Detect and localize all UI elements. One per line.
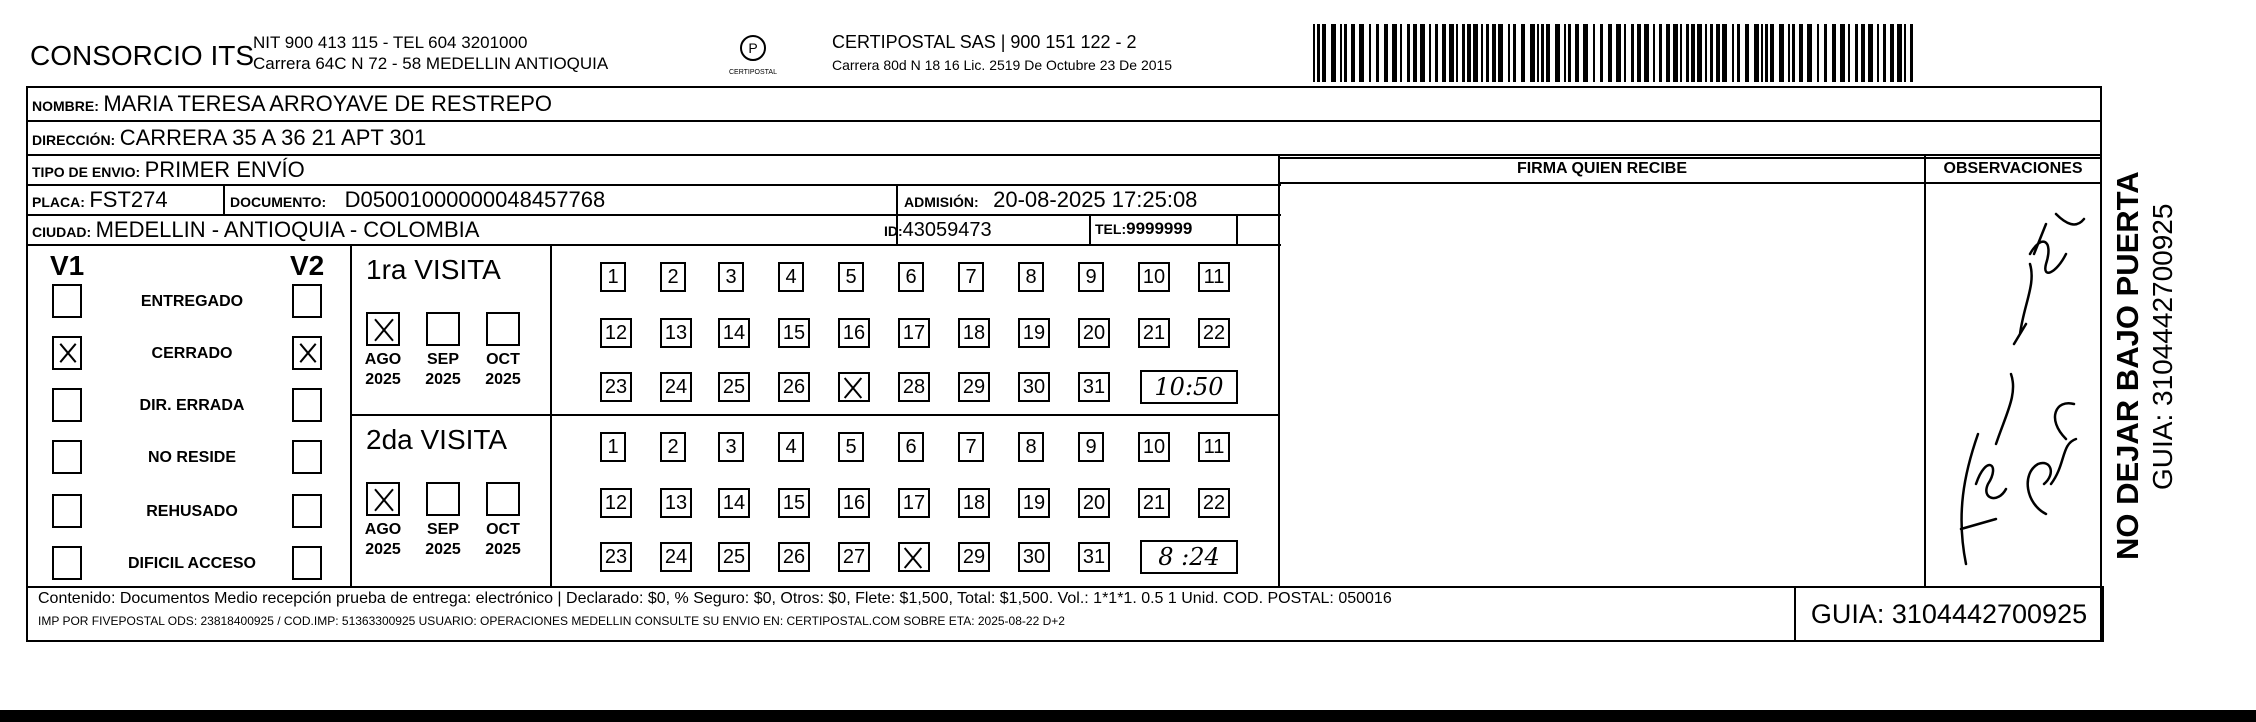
barcode-bar	[1492, 24, 1496, 82]
barcode-bar	[1824, 24, 1827, 82]
barcode-bar	[1400, 24, 1402, 82]
day-box[interactable]: 30	[1018, 542, 1050, 572]
month-year: 2025	[425, 541, 461, 558]
status-label: DIR. ERRADA	[139, 397, 245, 414]
barcode-bar	[1413, 24, 1417, 82]
day-box[interactable]: 6	[898, 432, 924, 462]
v2-label: V2	[290, 250, 325, 281]
barcode-bar	[1369, 24, 1371, 82]
v1-checkbox[interactable]	[52, 388, 82, 422]
day-box[interactable]: 25	[718, 372, 750, 402]
day-box[interactable]: 10	[1138, 432, 1170, 462]
month-label	[358, 350, 408, 390]
barcode-bar	[1770, 24, 1774, 82]
guia-number: GUIA: 3104442700925	[1794, 586, 2104, 642]
barcode-bar	[1890, 24, 1894, 82]
barcode-bar	[1546, 24, 1550, 82]
barcode-bar	[1616, 24, 1621, 82]
barcode-bar	[1462, 24, 1465, 82]
direccion-label: DIRECCIÓN:	[32, 132, 116, 148]
barcode-bar	[1877, 24, 1879, 82]
barcode-bar	[1467, 24, 1471, 82]
barcode-bar	[1897, 24, 1902, 82]
v2-checkbox[interactable]	[292, 494, 322, 528]
company-info	[253, 32, 683, 74]
ciudad-label: CIUDAD:	[32, 224, 92, 240]
barcode	[1313, 24, 1913, 82]
day-box[interactable]: 26	[778, 372, 810, 402]
day-box[interactable]: 2	[660, 262, 686, 292]
day-box[interactable]: 21	[1138, 488, 1170, 518]
day-box[interactable]: 5	[838, 262, 864, 292]
v1-checkbox[interactable]	[52, 440, 82, 474]
svg-text:P: P	[748, 40, 758, 56]
day-box[interactable]: 28	[898, 372, 930, 402]
address-line: Carrera 64C N 72 - 58 MEDELLIN ANTIOQUIA	[253, 54, 609, 73]
month-name: OCT	[486, 521, 520, 538]
barcode-bar	[1779, 24, 1784, 82]
v2-checkbox[interactable]	[292, 388, 322, 422]
day-box[interactable]: 12	[600, 318, 632, 348]
divider	[350, 414, 1280, 416]
company-name: CONSORCIO ITS	[30, 40, 255, 71]
firma-heading: FIRMA QUIEN RECIBE	[1516, 160, 1688, 177]
day-box[interactable]: 27	[838, 542, 870, 572]
barcode-bar	[1624, 24, 1626, 82]
divider	[26, 184, 1281, 186]
v1-label: V1	[50, 250, 85, 281]
status-label: ENTREGADO	[140, 293, 244, 310]
day-box[interactable]: 12	[600, 488, 632, 518]
day-box[interactable]: 4	[778, 262, 804, 292]
footer-print-info: IMP POR FIVEPOSTAL ODS: 23818400925 / COD.IMP: 51363300925 USUARIO: OPERACIONES MEDELLIN CONSULTE SU ENVIO EN: CERTIPOSTAL.COM SOBRE ETA: 2025-08-22 D+2	[38, 614, 1065, 628]
day-box[interactable]: 26	[778, 542, 810, 572]
barcode-bar	[1807, 24, 1812, 82]
month-checkbox[interactable]	[366, 482, 400, 516]
day-box[interactable]: 11	[1198, 432, 1230, 462]
day-box[interactable]: 7	[958, 432, 984, 462]
observaciones-heading: OBSERVACIONES	[1943, 160, 2083, 177]
barcode-bar	[1331, 24, 1336, 82]
barcode-bar	[1340, 24, 1342, 82]
divider	[1236, 214, 1238, 244]
barcode-bar	[1666, 24, 1670, 82]
barcode-bar	[1317, 24, 1320, 82]
day-box[interactable]: 2	[660, 432, 686, 462]
barcode-bar	[1555, 24, 1560, 82]
day-box[interactable]: 18	[958, 488, 990, 518]
barcode-bar	[1508, 24, 1510, 82]
ciudad-row	[32, 217, 479, 243]
day-box[interactable]: 5	[838, 432, 864, 462]
barcode-bar	[1359, 24, 1364, 82]
barcode-bar	[1537, 24, 1539, 82]
day-box[interactable]: 18	[958, 318, 990, 348]
barcode-bar	[1392, 24, 1397, 82]
tipo-value: PRIMER ENVÍO	[144, 157, 305, 182]
id-row	[884, 219, 992, 242]
barcode-bar	[1481, 24, 1483, 82]
day-box[interactable]: 3	[718, 432, 744, 462]
v2-checkbox[interactable]	[292, 546, 322, 580]
certipostal-logo	[723, 30, 783, 80]
month-name: SEP	[426, 521, 459, 538]
admision-row	[904, 187, 1197, 213]
divider	[550, 244, 552, 586]
barcode-bar	[1313, 24, 1315, 82]
status-label: NO RESIDE	[147, 449, 236, 466]
id-label: ID:	[884, 223, 903, 239]
barcode-bar	[1848, 24, 1850, 82]
barcode-bar	[1486, 24, 1489, 82]
documento-row	[230, 187, 605, 213]
side-guia: GUIA: 3104442700925	[2147, 203, 2178, 490]
barcode-bar	[1861, 24, 1865, 82]
barcode-bar	[1788, 24, 1790, 82]
documento-label: DOCUMENTO:	[230, 194, 327, 210]
tipo-label: TIPO DE ENVIO:	[32, 164, 141, 180]
day-box[interactable]: 24	[660, 372, 692, 402]
day-box[interactable]: 17	[898, 318, 930, 348]
barcode-bar	[1449, 24, 1454, 82]
barcode-bar	[1722, 24, 1727, 82]
day-box[interactable]: 13	[660, 488, 692, 518]
day-box[interactable]: 29	[958, 542, 990, 572]
v1-checkbox[interactable]	[52, 336, 82, 370]
certipostal-info	[832, 32, 1252, 73]
barcode-bar	[1761, 24, 1763, 82]
day-box[interactable]: 24	[660, 542, 692, 572]
barcode-bar	[1716, 24, 1720, 82]
nombre-label: NOMBRE:	[32, 98, 99, 114]
day-box[interactable]: 8	[1018, 262, 1044, 292]
barcode-bar	[1680, 24, 1682, 82]
day-box[interactable]: 23	[600, 542, 632, 572]
barcode-bar	[1691, 24, 1695, 82]
month-label	[418, 520, 468, 560]
certipostal-address: Carrera 80d N 18 16 Lic. 2519 De Octubre 23 De 2015	[832, 57, 1173, 73]
barcode-bar	[1351, 24, 1355, 82]
month-name: OCT	[486, 351, 520, 368]
certipostal-line: CERTIPOSTAL SAS | 900 151 122 - 2	[832, 32, 1137, 52]
v1-checkbox[interactable]	[52, 494, 82, 528]
barcode-bar	[1710, 24, 1713, 82]
barcode-bar	[1420, 24, 1425, 82]
barcode-bar	[1745, 24, 1749, 82]
barcode-bar	[1456, 24, 1458, 82]
month-name: SEP	[426, 351, 459, 368]
barcode-bar	[1564, 24, 1566, 82]
month-checkbox[interactable]	[486, 312, 520, 346]
barcode-bar	[1754, 24, 1759, 82]
month-checkbox[interactable]	[426, 312, 460, 346]
admision-label: ADMISIÓN:	[904, 194, 979, 210]
barcode-bar	[1840, 24, 1845, 82]
month-checkbox[interactable]	[426, 482, 460, 516]
barcode-bar	[1407, 24, 1410, 82]
v2-checkbox[interactable]	[292, 440, 322, 474]
barcode-bar	[1832, 24, 1836, 82]
day-box[interactable]: 20	[1078, 488, 1110, 518]
placa-label: PLACA:	[32, 194, 85, 210]
tel-row	[1095, 219, 1192, 239]
barcode-bar	[1659, 24, 1662, 82]
divider	[1278, 154, 1280, 586]
barcode-bar	[1644, 24, 1649, 82]
barcode-bar	[1513, 24, 1516, 82]
barcode-bar	[1530, 24, 1535, 82]
barcode-bar	[1732, 24, 1734, 82]
barcode-bar	[1799, 24, 1803, 82]
status-label: DIFICIL ACCESO	[127, 555, 256, 572]
day-box[interactable]: 31	[1078, 542, 1110, 572]
status-label: CERRADO	[151, 345, 233, 362]
barcode-bar	[1631, 24, 1634, 82]
day-box[interactable]: 1	[600, 432, 626, 462]
barcode-bar	[1322, 24, 1326, 82]
day-box[interactable]: 13	[660, 318, 692, 348]
id-value: 43059473	[902, 219, 992, 241]
barcode-bar	[1344, 24, 1347, 82]
month-checkbox[interactable]	[486, 482, 520, 516]
divider	[26, 244, 1281, 246]
barcode-bar	[1521, 24, 1525, 82]
placa-row	[32, 187, 168, 213]
divider	[2100, 86, 2102, 642]
day-box[interactable]: 21	[1138, 318, 1170, 348]
direccion-value: CARRERA 35 A 36 21 APT 301	[119, 125, 427, 150]
month-name: AGO	[364, 521, 402, 538]
day-box[interactable]: 9	[1078, 262, 1104, 292]
day-box[interactable]: 29	[958, 372, 990, 402]
barcode-bar	[1855, 24, 1858, 82]
barcode-bar	[1904, 24, 1906, 82]
observaciones-handwriting	[1926, 184, 2100, 584]
barcode-bar	[1498, 24, 1503, 82]
barcode-bar	[1910, 24, 1913, 82]
tipo-row	[32, 157, 305, 183]
barcode-bar	[1583, 24, 1588, 82]
day-box[interactable]: 7	[958, 262, 984, 292]
tel-value: 9999999	[1126, 219, 1193, 238]
documento-value: D05001000000048457768	[344, 187, 606, 212]
day-box[interactable]: 6	[898, 262, 924, 292]
placa-value: FST274	[89, 187, 168, 212]
day-box[interactable]: 25	[718, 542, 750, 572]
barcode-bar	[1568, 24, 1571, 82]
nombre-row	[32, 91, 552, 117]
day-box[interactable]: 3	[718, 262, 744, 292]
v2-checkbox[interactable]	[292, 336, 322, 370]
day-box[interactable]: 15	[778, 318, 810, 348]
logo-text: CERTIPOSTAL	[729, 69, 777, 76]
month-year: 2025	[425, 371, 461, 388]
divider	[26, 154, 2102, 156]
barcode-bar	[1673, 24, 1678, 82]
visit-time[interactable]: 10:50	[1140, 370, 1238, 404]
day-box[interactable]: 16	[838, 318, 870, 348]
barcode-bar	[1817, 24, 1819, 82]
logo-icon	[723, 30, 783, 80]
divider	[26, 586, 2102, 588]
barcode-bar	[1686, 24, 1689, 82]
month-label	[418, 350, 468, 390]
divider	[350, 244, 352, 586]
day-box[interactable]: 20	[1078, 318, 1110, 348]
barcode-bar	[1637, 24, 1641, 82]
day-box[interactable]	[838, 372, 870, 402]
v2-checkbox[interactable]	[292, 284, 322, 318]
direccion-row	[32, 125, 426, 151]
barcode-bar	[1765, 24, 1768, 82]
barcode-bar	[1697, 24, 1702, 82]
divider	[1278, 157, 2102, 159]
barcode-bar	[1384, 24, 1388, 82]
barcode-bar	[1541, 24, 1544, 82]
page-edge	[0, 710, 2256, 722]
day-box[interactable]: 9	[1078, 432, 1104, 462]
month-label	[478, 520, 528, 560]
visit-title: 1ra VISITA	[366, 254, 501, 285]
divider	[26, 214, 1281, 216]
nit-line: NIT 900 413 115 - TEL 604 3201000	[253, 33, 528, 52]
ciudad-value: MEDELLIN - ANTIOQUIA - COLOMBIA	[95, 217, 480, 242]
month-year: 2025	[485, 541, 521, 558]
barcode-bar	[1792, 24, 1795, 82]
barcode-bar	[1653, 24, 1655, 82]
barcode-bar	[1593, 24, 1595, 82]
barcode-bar	[1473, 24, 1478, 82]
day-box[interactable]: 30	[1018, 372, 1050, 402]
day-box[interactable]: 22	[1198, 318, 1230, 348]
status-label: REHUSADO	[146, 503, 238, 520]
barcode-bar	[1737, 24, 1740, 82]
month-year: 2025	[485, 371, 521, 388]
day-box[interactable]: 14	[718, 488, 750, 518]
month-year: 2025	[365, 371, 401, 388]
day-box[interactable]: 16	[838, 488, 870, 518]
day-box[interactable]: 22	[1198, 488, 1230, 518]
day-box[interactable]: 19	[1018, 488, 1050, 518]
nombre-value: MARIA TERESA ARROYAVE DE RESTREPO	[103, 91, 553, 116]
day-box[interactable]: 31	[1078, 372, 1110, 402]
barcode-bar	[1600, 24, 1603, 82]
day-box[interactable]: 1	[600, 262, 626, 292]
barcode-bar	[1883, 24, 1886, 82]
side-warning: NO DEJAR BAJO PUERTA	[2110, 171, 2145, 560]
day-box[interactable]	[898, 542, 930, 572]
barcode-bar	[1442, 24, 1446, 82]
barcode-bar	[1435, 24, 1438, 82]
day-box[interactable]: 4	[778, 432, 804, 462]
day-box[interactable]: 19	[1018, 318, 1050, 348]
barcode-bar	[1575, 24, 1579, 82]
month-label	[478, 350, 528, 390]
divider	[1089, 214, 1091, 244]
day-box[interactable]: 10	[1138, 262, 1170, 292]
visit-time[interactable]: 8 :24	[1140, 540, 1238, 574]
tel-label: TEL:	[1095, 221, 1127, 237]
barcode-bar	[1868, 24, 1873, 82]
divider	[26, 120, 2102, 122]
day-box[interactable]: 11	[1198, 262, 1230, 292]
barcode-bar	[1705, 24, 1707, 82]
barcode-bar	[1429, 24, 1431, 82]
v1-checkbox[interactable]	[52, 284, 82, 318]
footer-content: Contenido: Documentos Medio recepción prueba de entrega: electrónico | Declarado: $0, % Seguro: $0, Otros: $0, Flete: $1,500, Total: $1,500. Vol.: 1*1*1. 0.5 1 Unid. COD. POSTAL: 050016	[38, 590, 1392, 607]
admision-value: 20-08-2025 17:25:08	[993, 187, 1198, 212]
barcode-bar	[1608, 24, 1612, 82]
month-name: AGO	[364, 351, 402, 368]
day-box[interactable]: 23	[600, 372, 632, 402]
month-label	[358, 520, 408, 560]
divider	[223, 184, 225, 214]
day-box[interactable]: 17	[898, 488, 930, 518]
month-year: 2025	[365, 541, 401, 558]
visit-title: 2da VISITA	[366, 424, 508, 455]
barcode-bar	[1376, 24, 1379, 82]
day-box[interactable]: 8	[1018, 432, 1044, 462]
day-box[interactable]: 15	[778, 488, 810, 518]
day-box[interactable]: 14	[718, 318, 750, 348]
v1-checkbox[interactable]	[52, 546, 82, 580]
month-checkbox[interactable]	[366, 312, 400, 346]
